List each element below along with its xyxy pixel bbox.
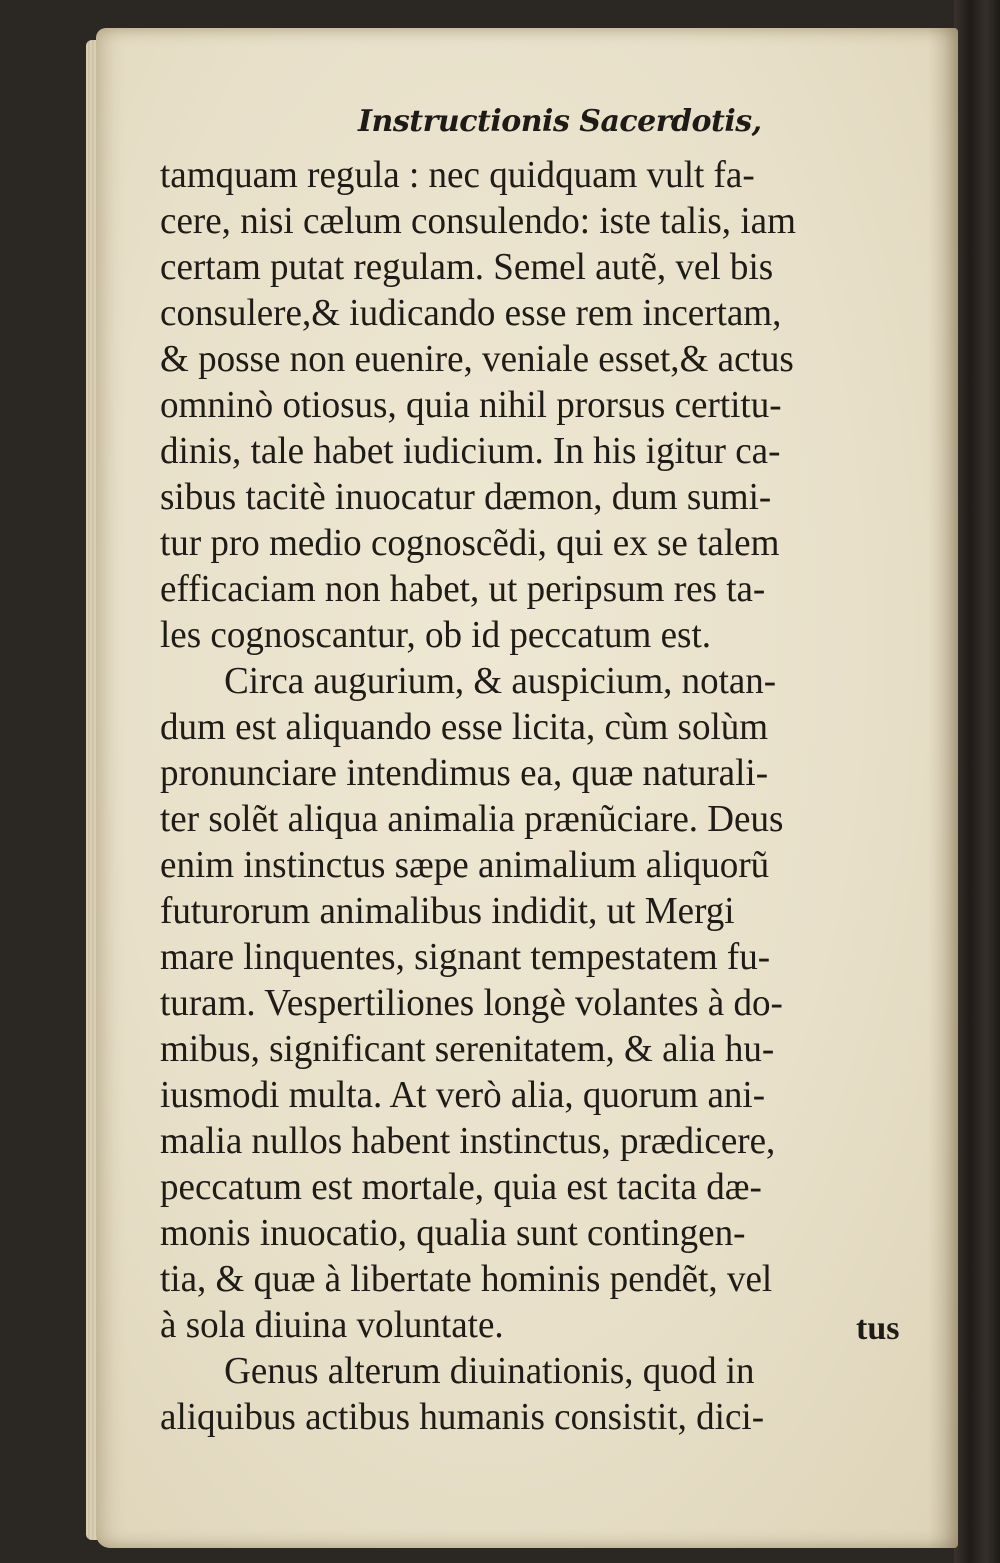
text-line: tia, & quæ à libertate hominis pendẽt, vel bbox=[160, 1258, 773, 1300]
text-line: dum est aliquando esse licita, cùm solùm bbox=[160, 706, 769, 748]
book-cover-edge bbox=[954, 0, 1000, 1563]
text-line: les cognoscantur, ob id peccatum est. bbox=[160, 614, 712, 656]
text-line: turam. Vespertiliones longè volantes à do- bbox=[160, 982, 783, 1024]
text-line: certam putat regulam. Semel autẽ, vel bis bbox=[160, 246, 774, 288]
running-title: Instructionis Sacerdotis, bbox=[358, 104, 762, 139]
text-line: pronunciare intendimus ea, quæ naturali- bbox=[160, 752, 769, 794]
text-line: peccatum est mortale, quia est tacita dæ- bbox=[160, 1166, 762, 1208]
text-line: tamquam regula : nec quidquam vult fa- bbox=[160, 154, 755, 196]
text-line: aliquibus actibus humanis consistit, dici- bbox=[160, 1396, 765, 1438]
text-line: dinis, tale habet iudicium. In his igitur ca- bbox=[160, 430, 781, 472]
catchword: tus bbox=[856, 1310, 900, 1347]
text-line: mibus, significant serenitatem, & alia hu- bbox=[160, 1028, 775, 1070]
text-line: tur pro medio cognoscẽdi, qui ex se talem bbox=[160, 522, 780, 564]
text-line: Circa augurium, & auspicium, notan- bbox=[224, 660, 777, 702]
text-line: efficaciam non habet, ut peripsum res ta- bbox=[160, 568, 766, 610]
text-line: cere, nisi cælum consulendo: iste talis, iam bbox=[160, 200, 796, 242]
text-line: iusmodi multa. At verò alia, quorum ani- bbox=[160, 1074, 766, 1116]
text-line: ter solẽt aliqua animalia prænũciare. Deus bbox=[160, 798, 784, 840]
text-line: monis inuocatio, qualia sunt contingen- bbox=[160, 1212, 746, 1254]
text-line: à sola diuina voluntate. bbox=[160, 1304, 504, 1346]
text-line: enim instinctus sæpe animalium aliquorũ bbox=[160, 844, 770, 886]
text-line: mare linquentes, signant tempestatem fu- bbox=[160, 936, 771, 978]
text-line: malia nullos habent instinctus, prædicere, bbox=[160, 1120, 776, 1162]
text-line: Genus alterum diuinationis, quod in bbox=[224, 1350, 755, 1392]
text-line: consulere,& iudicando esse rem incertam, bbox=[160, 292, 782, 334]
text-line: & posse non euenire, veniale esset,& actus bbox=[160, 338, 794, 380]
body-text bbox=[160, 152, 950, 1440]
text-line: sibus tacitè inuocatur dæmon, dum sumi- bbox=[160, 476, 772, 518]
text-line: futurorum animalibus indidit, ut Mergi bbox=[160, 890, 735, 932]
text-line: omninò otiosus, quia nihil prorsus certitu- bbox=[160, 384, 782, 426]
